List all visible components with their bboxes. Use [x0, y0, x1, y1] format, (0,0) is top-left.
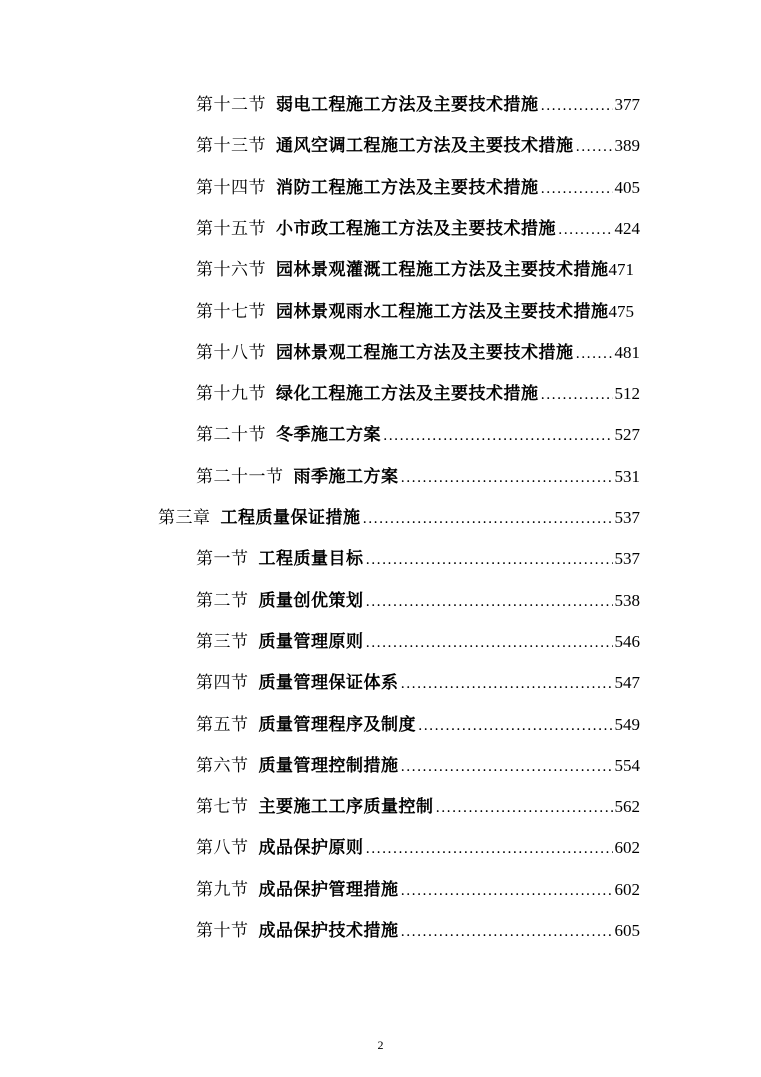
toc-entry-number: 第十五节 — [196, 218, 266, 239]
toc-section-row[interactable] — [196, 875, 640, 905]
toc-entry-page-number: 405 — [614, 177, 640, 197]
toc-entry-number: 第九节 — [196, 879, 249, 900]
toc-entry-number: 第六节 — [196, 755, 249, 776]
toc-entry-page-number: 605 — [614, 921, 640, 940]
toc-entry-page-number: 549 — [614, 714, 640, 734]
toc-entry-number: 第三节 — [196, 631, 249, 652]
toc-entry-number: 第十二节 — [196, 95, 266, 115]
toc-entry-title: 主要施工工序质量控制 — [258, 797, 434, 818]
toc-entry-title: 通风空调工程施工方法及主要技术措施 — [276, 136, 574, 157]
toc-dot-leader — [401, 876, 613, 906]
toc-entry-title: 成品保护原则 — [258, 838, 364, 859]
toc-entry-page-number: 527 — [614, 425, 640, 445]
toc-entry-number: 第十节 — [196, 921, 249, 941]
toc-entry-title: 成品保护技术措施 — [258, 921, 399, 941]
toc-entry-page-number: 512 — [614, 384, 640, 404]
toc-entry-page-number: 424 — [614, 218, 640, 238]
toc-section-row[interactable] — [196, 462, 640, 492]
toc-entry-number: 第八节 — [196, 838, 249, 859]
page-number-footer: 2 — [377, 1038, 384, 1052]
toc-dot-leader — [366, 834, 613, 864]
toc-entry-page-number: 389 — [614, 136, 640, 156]
toc-section-row[interactable] — [196, 792, 640, 822]
toc-entry-number: 第十七节 — [196, 301, 266, 322]
toc-entry-number: 第二节 — [196, 590, 249, 611]
toc-entry-page-number: 377 — [614, 95, 640, 114]
toc-dot-leader — [541, 91, 613, 121]
toc-entry-number: 第十八节 — [196, 342, 266, 363]
toc-entry-title: 雨季施工方案 — [293, 466, 399, 487]
toc-dot-leader — [366, 545, 613, 575]
toc-entry-title: 弱电工程施工方法及主要技术措施 — [276, 95, 539, 115]
toc-entry-page-number: 471 — [608, 260, 634, 280]
toc-entry-page-number: 554 — [614, 755, 640, 775]
toc-entry-number: 第二十节 — [196, 425, 266, 446]
toc-entry-title: 消防工程施工方法及主要技术措施 — [276, 177, 539, 198]
toc-section-row[interactable] — [196, 833, 640, 863]
toc-dot-leader — [576, 132, 613, 162]
toc-entry-number: 第十三节 — [196, 136, 266, 157]
toc-entry-number: 第四节 — [196, 673, 249, 694]
toc-entry-number: 第五节 — [196, 714, 249, 735]
toc-section-row[interactable] — [196, 586, 640, 616]
toc-entry-page-number: 531 — [614, 466, 640, 486]
toc-section-row[interactable] — [196, 668, 640, 698]
toc-entry-title: 工程质量目标 — [258, 549, 364, 570]
toc-dot-leader — [541, 380, 613, 410]
toc-entry-page-number: 602 — [614, 879, 640, 899]
toc-dot-leader — [558, 215, 613, 245]
toc-dot-leader — [401, 463, 613, 493]
toc-entry-number: 第十九节 — [196, 384, 266, 405]
toc-entry-number: 第十六节 — [196, 260, 266, 281]
toc-entry-title: 质量管理控制措施 — [258, 755, 399, 776]
toc-entry-title: 冬季施工方案 — [276, 425, 381, 446]
toc-entry-title: 质量创优策划 — [258, 590, 364, 611]
toc-entry-number: 第三章 — [158, 508, 211, 528]
toc-dot-leader — [383, 421, 613, 451]
toc-entry-title: 质量管理程序及制度 — [258, 714, 416, 735]
toc-entry-title: 质量管理保证体系 — [258, 673, 399, 694]
toc-entry-number: 第七节 — [196, 797, 249, 818]
toc-dot-leader — [401, 752, 613, 782]
toc-entry-title: 工程质量保证措施 — [220, 508, 361, 528]
toc-entry-number: 第二十一节 — [196, 466, 284, 487]
toc-entry-title: 园林景观工程施工方法及主要技术措施 — [276, 342, 574, 363]
toc-dot-leader — [436, 793, 613, 823]
toc-section-row[interactable] — [196, 420, 640, 450]
toc-dot-leader — [576, 339, 613, 369]
toc-dot-leader — [401, 669, 613, 699]
toc-section-row[interactable] — [196, 131, 640, 161]
toc-section-row[interactable] — [196, 338, 640, 368]
toc-section-row[interactable] — [196, 627, 640, 657]
toc-section-row[interactable] — [196, 379, 640, 409]
toc-section-row[interactable] — [196, 255, 640, 285]
toc-dot-leader — [366, 628, 613, 658]
toc-section-row[interactable] — [196, 544, 640, 574]
toc-dot-leader — [363, 504, 613, 534]
toc-entry-page-number: 546 — [614, 631, 640, 651]
toc-dot-leader — [366, 587, 613, 617]
toc-entry-page-number: 562 — [614, 797, 640, 817]
toc-entry-number: 第一节 — [196, 549, 249, 570]
toc-entry-title: 园林景观雨水工程施工方法及主要技术措施 — [276, 301, 609, 322]
toc-section-row[interactable] — [196, 173, 640, 203]
toc-section-row[interactable] — [196, 297, 640, 327]
toc-section-row[interactable] — [196, 751, 640, 781]
toc-section-row[interactable] — [196, 710, 640, 740]
toc-entry-title: 绿化工程施工方法及主要技术措施 — [276, 384, 539, 405]
toc-section-row[interactable] — [196, 214, 640, 244]
toc-entry-page-number: 481 — [614, 342, 640, 362]
toc-entry-number: 第十四节 — [196, 177, 266, 198]
toc-dot-leader — [401, 917, 613, 947]
toc-entry-page-number: 537 — [614, 508, 640, 527]
toc-dot-leader — [541, 174, 613, 204]
toc-entry-title: 园林景观灌溉工程施工方法及主要技术措施 — [276, 260, 609, 281]
toc-entry-page-number: 537 — [614, 549, 640, 569]
toc-chapter-row[interactable] — [158, 503, 640, 533]
toc-section-row[interactable] — [196, 90, 640, 120]
toc-entry-page-number: 538 — [614, 590, 640, 610]
toc-dot-leader — [418, 711, 613, 741]
toc-entry-page-number: 475 — [608, 301, 634, 321]
toc-entry-title: 质量管理原则 — [258, 631, 364, 652]
toc-entry-page-number: 547 — [614, 673, 640, 693]
toc-section-row[interactable] — [196, 916, 640, 946]
toc-entry-title: 小市政工程施工方法及主要技术措施 — [276, 218, 556, 239]
toc-entry-title: 成品保护管理措施 — [258, 879, 399, 900]
toc-entry-page-number: 602 — [614, 838, 640, 858]
